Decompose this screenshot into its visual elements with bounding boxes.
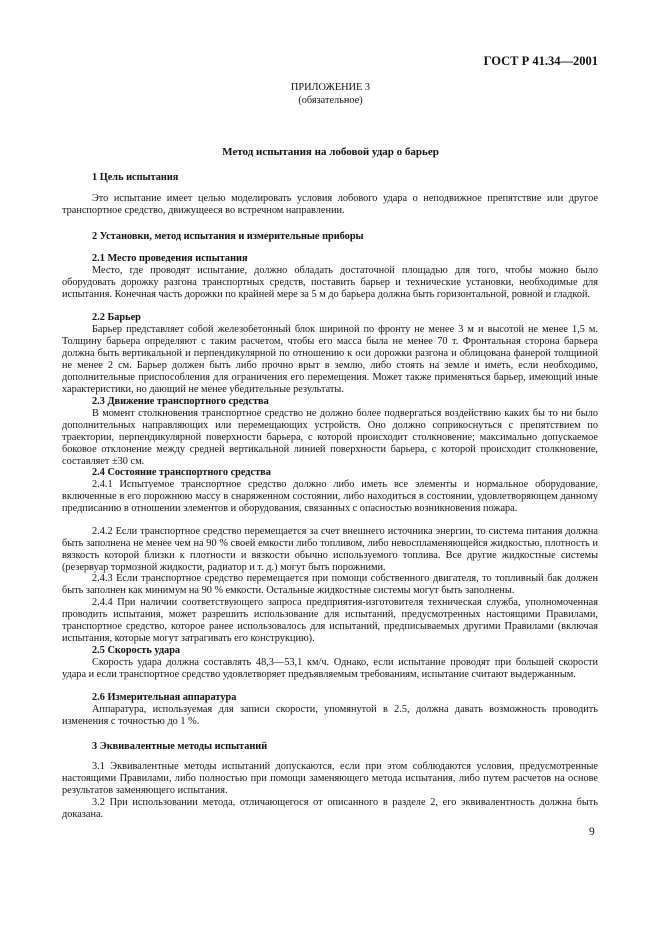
section-3-1-text: 3.1 Эквивалентные методы испытаний допускаются, если при этом соблюдаются условия, предусмотренные настоящими Правилами, либо полностью при помощи заменяющего метода испытания, либо путем расчетов на основе результатов заменяющего испытания. [62,761,598,796]
section-2-heading: 2 Установки, метод испытания и измерительные приборы [92,231,364,242]
section-3-2-text: 3.2 При использовании метода, отличающегося от описанного в разделе 2, его эквивалентность должна быть доказана. [62,797,598,820]
section-2-5-text: Скорость удара должна составлять 48,3—53,1 км/ч. Однако, если испытание проводят при большей скорости удара и если транспортное средство удовлетворяет предъявляемым требованиям, испытание считают выдержанным. [62,657,598,680]
section-2-1-heading: 2.1 Место проведения испытания [92,253,248,264]
section-2-6-heading: 2.6 Измерительная аппаратура [92,692,237,703]
section-2-2-heading: 2.2 Барьер [92,312,141,323]
section-1-heading: 1 Цель испытания [92,172,179,183]
section-2-4-heading: 2.4 Состояние транспортного средства [92,467,271,478]
section-2-6-text: Аппаратура, используемая для записи скорости, упомянутой в 2.5, должна давать возможность проводить изменения с точностью до 1 %. [62,704,598,727]
section-2-3-heading: 2.3 Движение транспортного средства [92,396,269,407]
section-2-4-3-text: 2.4.3 Если транспортное средство перемещается при помощи собственного двигателя, то топливный бак должен быть заполнен как минимум на 90 % емкости. Остальные жидкостные системы могут быть заполнены. [62,573,598,596]
page-number: 9 [589,826,595,838]
section-3-heading: 3 Эквивалентные методы испытаний [92,741,268,752]
section-2-3-text: В момент столкновения транспортное средство не должно более подвергаться воздействию каких бы то ни было дополнительных направляющих или перемещающих устройств. Оно должно соприкоснуться с препятствием по траектории, перпендикулярной поверхности барьера, с которой происходит столкновение; максимально допускаемое боковое отклонение между средней вертикальной линией поверхности барьера, с которой происходит столкновение, составляет ±30 см. [62,408,598,467]
main-title: Метод испытания на лобовой удар о барьер [222,146,439,158]
appendix-status: (обязательное) [298,95,363,106]
section-1-paragraph: Это испытание имеет целью моделировать условия лобового удара о неподвижное препятствие или другое транспортное средство, движущееся во встречном направлении. [62,193,598,216]
appendix-title: ПРИЛОЖЕНИЕ 3 [290,82,371,93]
section-2-1-text: Место, где проводят испытание, должно обладать достаточной площадью для того, чтобы можно было оборудовать дорожку разгона транспортных средств, поставить барьер и технические установки, необходимые для испытания. Конечная часть дорожки по крайней мере за 5 м до барьера должна быть горизонтальной, ровной и гладкой. [62,265,598,300]
section-2-2-text: Барьер представляет собой железобетонный блок шириной по фронту не менее 3 м и высотой не менее 1,5 м. Толщину барьера определяют с таким расчетом, чтобы его масса была не менее 70 т. Фронтальная сторона барьера должна быть вертикальной и перпендикулярной по отношению к оси дорожки разгона и облицована фанерой толщиной не менее 2 см. Барьер должен быть либо прочно врыт в землю, либо стоять на земле и иметь, если необходимо, дополнительные приспособления для ограничения его перемещения. Может также применяться барьер, имеющий иные характеристики, но дающий не менее убедительные результаты. [62,324,598,395]
section-2-5-heading: 2.5 Скорость удара [92,645,181,656]
document-code: ГОСТ Р 41.34—2001 [483,54,598,68]
section-2-4-4-text: 2.4.4 При наличии соответствующего запроса предприятия-изготовителя техническая служба, уполномоченная проводить испытания, может разрешить использование для испытаний, предусмотренных настоящими Правилами, транспортное средство, которое ранее использовалось для испытаний, предписываемых другими Правилами (включая испытания, которые могут затрагивать его конструкцию). [62,597,598,644]
section-2-4-2-text: 2.4.2 Если транспортное средство перемещается за счет внешнего источника энергии, то система питания должна быть заполнена не менее чем на 90 % своей емкости либо топливом, либо невоспламеняющейся жидкостью, плотность и вязкость которой близки к плотности и вязкости обычно используемого топлива. Все другие жидкостные системы (резервуар тормозной жидкости, радиатор и т. д.) могут быть порожними. [62,526,598,573]
section-2-4-1-text: 2.4.1 Испытуемое транспортное средство должно либо иметь все элементы и нормальное оборудование, включенные в его порожнюю массу в снаряженном состоянии, либо находиться в состоянии, удовлетворяющем данному предписанию в отношении элементов и оборудования, связанных с опасностью возникновения пожара. [62,479,598,514]
